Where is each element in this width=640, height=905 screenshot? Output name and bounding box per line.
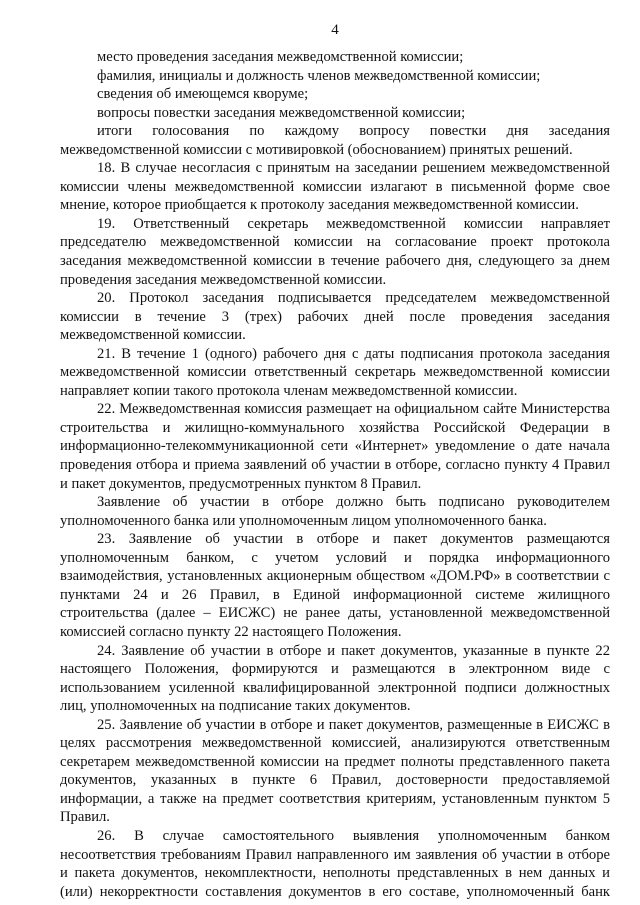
paragraph-20: 20. Протокол заседания подписывается председателем межведомственной комиссии в течение 3 (трех) рабочих дней после проведения заседания межведомственной комиссии. (60, 290, 610, 344)
paragraph-quorum: сведения об имеющемся кворуме; (97, 86, 309, 103)
paragraph-25: 25. Заявление об участии в отборе и пакет документов, размещенные в ЕИСЖС в целях рассмотрения межведомственной комиссией, анализируются ответственным секретарем межведомственной комиссии на предмет полноты представленного пакета документов, указанных в пункте 6 Правил, достоверности предоставляемой информации, а также на предмет соответствия критериям, установленным пунктом 5 Правил. (60, 716, 610, 826)
paragraph-agenda: вопросы повестки заседания межведомственной комиссии; (97, 104, 466, 121)
paragraph-18: 18. В случае несогласия с принятым на заседании решением межведомственной комиссии члены межведомственной комиссии излагают в письменной форме свое мнение, которое приобщается к протоколу заседания межведомственной комиссии. (60, 160, 610, 214)
page-number: 4 (331, 22, 339, 38)
paragraph-22: 22. Межведомственная комиссия размещает на официальном сайте Министерства строительства и жилищно-коммунального хозяйства Российской Федерации в информационно-телекоммуникационной сети «Интернет» уведомление о дате начала проведения отбора и приема заявлений об участии в отборе, согласно пункту 4 Правил и пакет документов, предусмотренных пунктом 8 Правил. (60, 401, 610, 492)
paragraph-22-signature: Заявление об участии в отборе должно быть подписано руководителем уполномоченного банка или уполномоченным лицом уполномоченного банка. (60, 494, 610, 529)
paragraph-26: 26. В случае самостоятельного выявления уполномоченным банком несоответствия требованиям Правил направленного им заявления об участии в отборе и пакета документов, некомплектности, неполноты представленных в нем данных и (или) некорректности составления документов в его составе, уполномоченный банк (60, 827, 610, 900)
paragraph-member-names: фамилия, инициалы и должность членов межведомственной комиссии; (97, 67, 541, 84)
paragraph-24: 24. Заявление об участии в отборе и пакет документов, указанные в пункте 22 настоящего Положения, формируются и размещаются в электронном виде с использованием усиленной квалифицированной электронной подписи должностных лиц, уполномоченных на подписание таких документов. (60, 642, 610, 715)
paragraph-23: 23. Заявление об участии в отборе и пакет документов размещаются уполномоченным банком, с учетом условий и порядка информационного взаимодействия, установленных акционерным обществом «ДОМ.РФ» в соответствии с пунктами 24 и 26 Правил, в Единой информационной системе жилищного строительства (далее – ЕИСЖС) не ранее даты, установленной межведомственной комиссией согласно пункту 22 настоящего Положения. (60, 531, 610, 640)
paragraph-21: 21. В течение 1 (одного) рабочего дня с даты подписания протокола заседания межведомственной комиссии ответственный секретарь межведомственной комиссии направляет копии такого протокола членам межведомственной комиссии. (60, 345, 610, 399)
paragraph-19: 19. Ответственный секретарь межведомственной комиссии направляет председателю межведомственной комиссии на согласование проект протокола заседания межведомственной комиссии в течение рабочего дня, следующего за днем проведения заседания межведомственной комиссии. (60, 215, 610, 288)
paragraph-meeting-place: место проведения заседания межведомственной комиссии; (97, 49, 464, 65)
paragraph-voting-results: итоги голосования по каждому вопросу повестки дня заседания межведомственной комиссии с мотивировкой (обоснованием) принятых решений. (60, 123, 610, 158)
